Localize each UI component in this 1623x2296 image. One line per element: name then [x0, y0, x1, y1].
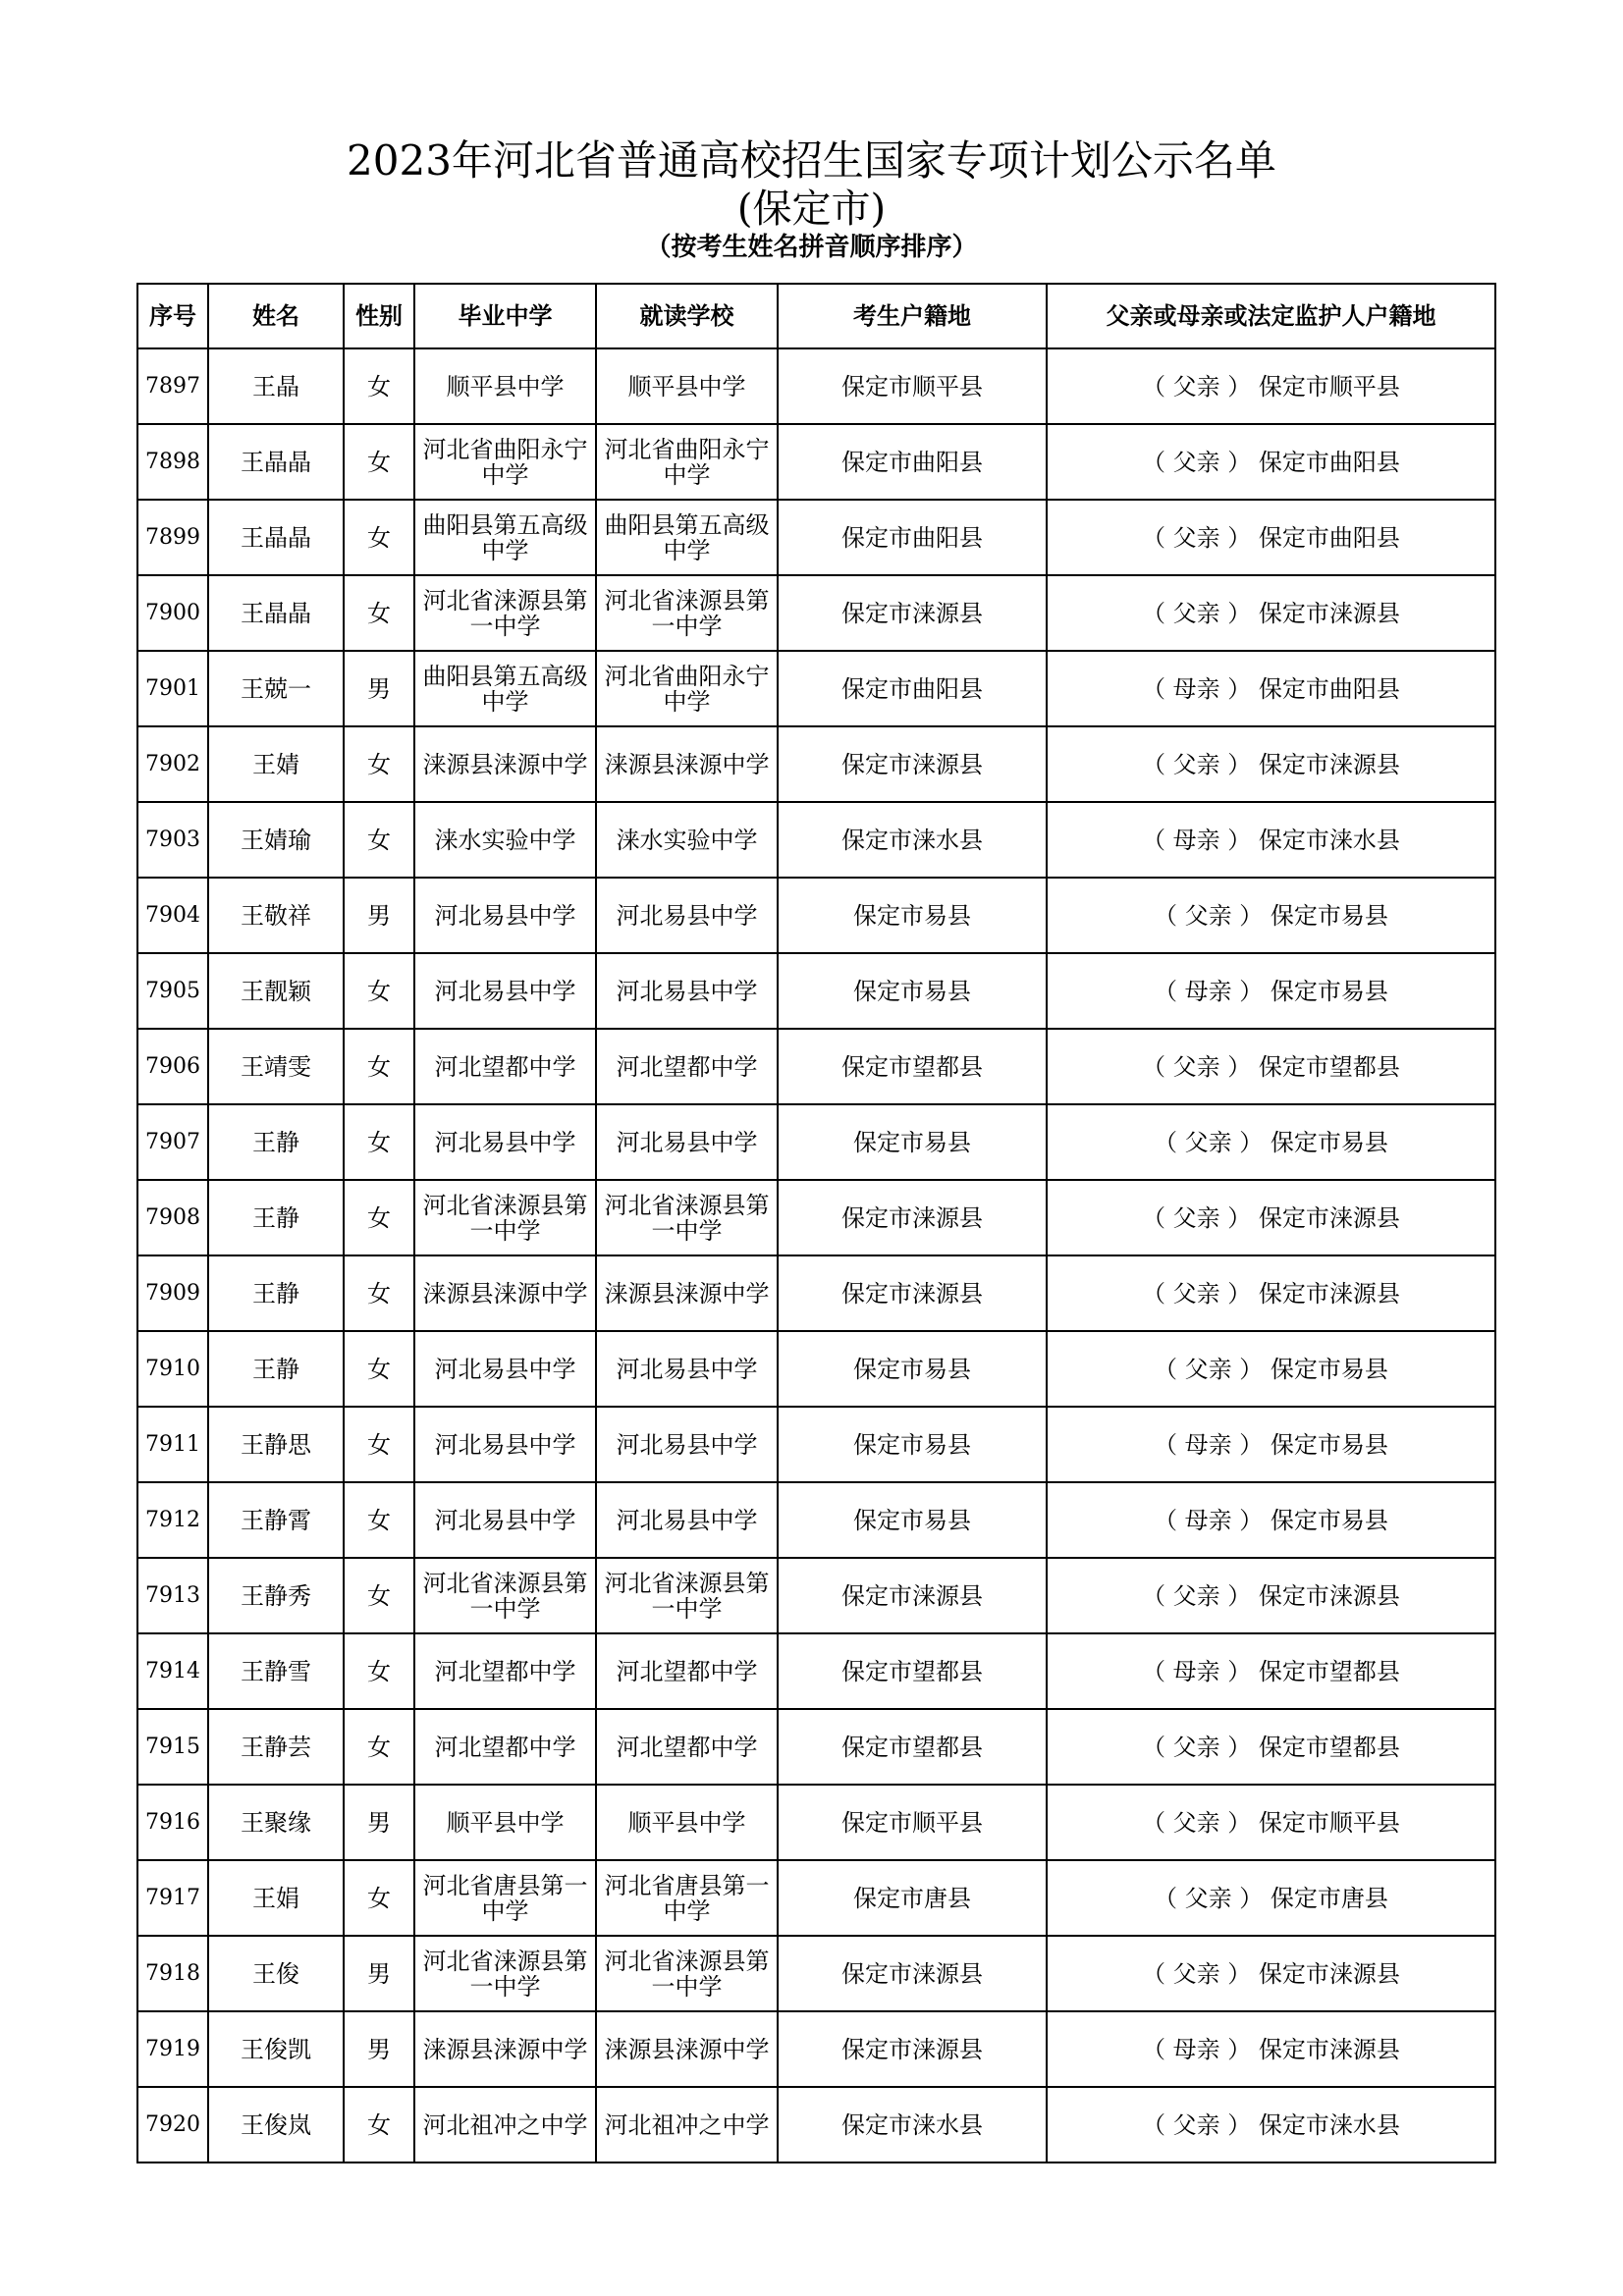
cell-seq: 7906 — [137, 1029, 208, 1104]
cell-home: 保定市易县 — [778, 1104, 1047, 1180]
cell-name: 王晶晶 — [208, 424, 344, 500]
cell-parent-home: （ 父亲 ） 保定市涞源县 — [1047, 1936, 1495, 2011]
cell-parent-home: （ 父亲 ） 保定市涞水县 — [1047, 2087, 1495, 2163]
cell-parent-home: （ 父亲 ） 保定市曲阳县 — [1047, 424, 1495, 500]
cell-seq: 7912 — [137, 1482, 208, 1558]
cell-gender: 女 — [344, 953, 414, 1029]
cell-name: 王兢一 — [208, 651, 344, 726]
cell-home: 保定市易县 — [778, 1331, 1047, 1407]
cell-name: 王敬祥 — [208, 878, 344, 953]
header-gender: 性别 — [344, 284, 414, 348]
cell-gender: 女 — [344, 1029, 414, 1104]
cell-seq: 7919 — [137, 2011, 208, 2087]
cell-name: 王静秀 — [208, 1558, 344, 1633]
cell-name: 王俊 — [208, 1936, 344, 2011]
cell-grad-school: 河北省涞源县第一中学 — [414, 575, 596, 651]
cell-study-school: 涞源县涞源中学 — [596, 2011, 778, 2087]
cell-seq: 7908 — [137, 1180, 208, 1255]
roster-table — [136, 283, 1496, 2163]
cell-parent-home: （ 母亲 ） 保定市易县 — [1047, 1482, 1495, 1558]
cell-parent-home: （ 父亲 ） 保定市涞源县 — [1047, 1180, 1495, 1255]
cell-grad-school: 河北易县中学 — [414, 953, 596, 1029]
cell-gender: 女 — [344, 1180, 414, 1255]
cell-name: 王俊岚 — [208, 2087, 344, 2163]
cell-name: 王娟 — [208, 1860, 344, 1936]
cell-home: 保定市涞源县 — [778, 2011, 1047, 2087]
table-row — [137, 1180, 1495, 1255]
cell-home: 保定市易县 — [778, 1482, 1047, 1558]
cell-seq: 7916 — [137, 1785, 208, 1860]
cell-gender: 女 — [344, 348, 414, 424]
cell-seq: 7917 — [137, 1860, 208, 1936]
cell-parent-home: （ 父亲 ） 保定市易县 — [1047, 1104, 1495, 1180]
table-row — [137, 1255, 1495, 1331]
cell-study-school: 河北易县中学 — [596, 1482, 778, 1558]
cell-seq: 7905 — [137, 953, 208, 1029]
cell-name: 王静思 — [208, 1407, 344, 1482]
cell-grad-school: 河北易县中学 — [414, 1407, 596, 1482]
header-study-school: 就读学校 — [596, 284, 778, 348]
cell-grad-school: 河北易县中学 — [414, 1331, 596, 1407]
cell-name: 王聚缘 — [208, 1785, 344, 1860]
header-parent-home: 父亲或母亲或法定监护人户籍地 — [1047, 284, 1495, 348]
cell-parent-home: （ 父亲 ） 保定市顺平县 — [1047, 348, 1495, 424]
cell-gender: 男 — [344, 651, 414, 726]
cell-parent-home: （ 母亲 ） 保定市涞源县 — [1047, 2011, 1495, 2087]
cell-study-school: 河北望都中学 — [596, 1709, 778, 1785]
cell-name: 王婧瑜 — [208, 802, 344, 878]
cell-seq: 7898 — [137, 424, 208, 500]
table-row — [137, 1709, 1495, 1785]
cell-gender: 女 — [344, 1709, 414, 1785]
cell-grad-school: 曲阳县第五高级中学 — [414, 651, 596, 726]
cell-gender: 女 — [344, 1331, 414, 1407]
cell-study-school: 河北省涞源县第一中学 — [596, 1936, 778, 2011]
cell-study-school: 涞源县涞源中学 — [596, 726, 778, 802]
cell-home: 保定市涞水县 — [778, 802, 1047, 878]
cell-home: 保定市曲阳县 — [778, 651, 1047, 726]
cell-study-school: 河北易县中学 — [596, 1331, 778, 1407]
cell-study-school: 河北省涞源县第一中学 — [596, 1558, 778, 1633]
cell-parent-home: （ 母亲 ） 保定市易县 — [1047, 953, 1495, 1029]
cell-grad-school: 河北省涞源县第一中学 — [414, 1180, 596, 1255]
table-row — [137, 953, 1495, 1029]
cell-study-school: 河北易县中学 — [596, 953, 778, 1029]
cell-gender: 女 — [344, 1482, 414, 1558]
cell-name: 王靖雯 — [208, 1029, 344, 1104]
cell-grad-school: 涞源县涞源中学 — [414, 726, 596, 802]
cell-grad-school: 河北省曲阳永宁中学 — [414, 424, 596, 500]
cell-seq: 7920 — [137, 2087, 208, 2163]
cell-parent-home: （ 母亲 ） 保定市曲阳县 — [1047, 651, 1495, 726]
cell-study-school: 河北易县中学 — [596, 1407, 778, 1482]
cell-home: 保定市涞源县 — [778, 1255, 1047, 1331]
cell-gender: 女 — [344, 1407, 414, 1482]
cell-seq: 7910 — [137, 1331, 208, 1407]
cell-gender: 男 — [344, 1936, 414, 2011]
cell-seq: 7904 — [137, 878, 208, 953]
table-row — [137, 1785, 1495, 1860]
table-row — [137, 575, 1495, 651]
cell-study-school: 河北省曲阳永宁中学 — [596, 651, 778, 726]
cell-name: 王俊凯 — [208, 2011, 344, 2087]
cell-study-school: 河北省涞源县第一中学 — [596, 1180, 778, 1255]
cell-grad-school: 河北省唐县第一中学 — [414, 1860, 596, 1936]
cell-grad-school: 河北望都中学 — [414, 1029, 596, 1104]
cell-parent-home: （ 父亲 ） 保定市涞源县 — [1047, 1255, 1495, 1331]
cell-name: 王静 — [208, 1255, 344, 1331]
cell-grad-school: 顺平县中学 — [414, 348, 596, 424]
cell-name: 王婧 — [208, 726, 344, 802]
cell-parent-home: （ 父亲 ） 保定市唐县 — [1047, 1860, 1495, 1936]
cell-gender: 女 — [344, 1558, 414, 1633]
cell-grad-school: 河北望都中学 — [414, 1633, 596, 1709]
document-title: 2023年河北省普通高校招生国家专项计划公示名单 — [347, 136, 1276, 185]
cell-gender: 女 — [344, 1633, 414, 1709]
cell-home: 保定市曲阳县 — [778, 424, 1047, 500]
cell-seq: 7902 — [137, 726, 208, 802]
cell-gender: 女 — [344, 500, 414, 575]
cell-gender: 男 — [344, 2011, 414, 2087]
cell-seq: 7897 — [137, 348, 208, 424]
cell-home: 保定市望都县 — [778, 1709, 1047, 1785]
table-row — [137, 2087, 1495, 2163]
document-subtitle: (保定市) — [736, 187, 887, 232]
header-home: 考生户籍地 — [778, 284, 1047, 348]
cell-seq: 7907 — [137, 1104, 208, 1180]
cell-seq: 7901 — [137, 651, 208, 726]
sort-note: （按考生姓名拼音顺序排序） — [645, 233, 978, 262]
cell-seq: 7914 — [137, 1633, 208, 1709]
cell-grad-school: 河北省涞源县第一中学 — [414, 1936, 596, 2011]
cell-study-school: 河北易县中学 — [596, 1104, 778, 1180]
table-row — [137, 2011, 1495, 2087]
cell-grad-school: 顺平县中学 — [414, 1785, 596, 1860]
table-row — [137, 1860, 1495, 1936]
cell-grad-school: 河北易县中学 — [414, 1482, 596, 1558]
table-row — [137, 1482, 1495, 1558]
cell-home: 保定市涞源县 — [778, 726, 1047, 802]
cell-study-school: 河北省涞源县第一中学 — [596, 575, 778, 651]
cell-study-school: 顺平县中学 — [596, 348, 778, 424]
cell-seq: 7918 — [137, 1936, 208, 2011]
cell-grad-school: 河北易县中学 — [414, 878, 596, 953]
cell-home: 保定市顺平县 — [778, 348, 1047, 424]
header-grad-school: 毕业中学 — [414, 284, 596, 348]
cell-study-school: 河北省曲阳永宁中学 — [596, 424, 778, 500]
cell-home: 保定市唐县 — [778, 1860, 1047, 1936]
cell-grad-school: 涞源县涞源中学 — [414, 1255, 596, 1331]
cell-home: 保定市涞源县 — [778, 1936, 1047, 2011]
cell-grad-school: 曲阳县第五高级中学 — [414, 500, 596, 575]
cell-gender: 女 — [344, 424, 414, 500]
cell-parent-home: （ 父亲 ） 保定市涞源县 — [1047, 1558, 1495, 1633]
cell-grad-school: 河北祖冲之中学 — [414, 2087, 596, 2163]
cell-parent-home: （ 父亲 ） 保定市涞源县 — [1047, 726, 1495, 802]
table-row — [137, 651, 1495, 726]
cell-study-school: 河北望都中学 — [596, 1633, 778, 1709]
cell-gender: 女 — [344, 575, 414, 651]
table-row — [137, 1936, 1495, 2011]
table-row — [137, 500, 1495, 575]
cell-name: 王静 — [208, 1104, 344, 1180]
table-row — [137, 1029, 1495, 1104]
table-row — [137, 424, 1495, 500]
cell-grad-school: 河北省涞源县第一中学 — [414, 1558, 596, 1633]
cell-gender: 女 — [344, 802, 414, 878]
cell-seq: 7915 — [137, 1709, 208, 1785]
cell-parent-home: （ 父亲 ） 保定市易县 — [1047, 878, 1495, 953]
cell-name: 王晶晶 — [208, 500, 344, 575]
cell-study-school: 涞源县涞源中学 — [596, 1255, 778, 1331]
cell-study-school: 河北祖冲之中学 — [596, 2087, 778, 2163]
cell-name: 王靓颖 — [208, 953, 344, 1029]
cell-study-school: 顺平县中学 — [596, 1785, 778, 1860]
cell-home: 保定市易县 — [778, 878, 1047, 953]
cell-study-school: 河北易县中学 — [596, 878, 778, 953]
cell-seq: 7909 — [137, 1255, 208, 1331]
table-row — [137, 802, 1495, 878]
cell-home: 保定市涞源县 — [778, 1180, 1047, 1255]
cell-home: 保定市涞源县 — [778, 1558, 1047, 1633]
cell-study-school: 河北省唐县第一中学 — [596, 1860, 778, 1936]
cell-home: 保定市望都县 — [778, 1633, 1047, 1709]
cell-parent-home: （ 父亲 ） 保定市曲阳县 — [1047, 500, 1495, 575]
table-header-row — [137, 284, 1495, 348]
cell-gender: 男 — [344, 878, 414, 953]
cell-home: 保定市顺平县 — [778, 1785, 1047, 1860]
cell-name: 王静 — [208, 1180, 344, 1255]
cell-seq: 7913 — [137, 1558, 208, 1633]
cell-home: 保定市望都县 — [778, 1029, 1047, 1104]
cell-gender: 女 — [344, 1104, 414, 1180]
cell-parent-home: （ 父亲 ） 保定市易县 — [1047, 1331, 1495, 1407]
cell-gender: 男 — [344, 1785, 414, 1860]
cell-home: 保定市涞水县 — [778, 2087, 1047, 2163]
table-row — [137, 878, 1495, 953]
cell-parent-home: （ 母亲 ） 保定市易县 — [1047, 1407, 1495, 1482]
cell-parent-home: （ 母亲 ） 保定市涞水县 — [1047, 802, 1495, 878]
cell-gender: 女 — [344, 726, 414, 802]
table-row — [137, 1407, 1495, 1482]
cell-study-school: 涞水实验中学 — [596, 802, 778, 878]
cell-parent-home: （ 父亲 ） 保定市涞源县 — [1047, 575, 1495, 651]
table-row — [137, 348, 1495, 424]
cell-parent-home: （ 父亲 ） 保定市望都县 — [1047, 1029, 1495, 1104]
cell-grad-school: 河北望都中学 — [414, 1709, 596, 1785]
cell-home: 保定市曲阳县 — [778, 500, 1047, 575]
cell-study-school: 河北望都中学 — [596, 1029, 778, 1104]
cell-grad-school: 涞源县涞源中学 — [414, 2011, 596, 2087]
cell-seq: 7903 — [137, 802, 208, 878]
cell-name: 王静 — [208, 1331, 344, 1407]
table-row — [137, 1558, 1495, 1633]
cell-name: 王晶晶 — [208, 575, 344, 651]
header-name: 姓名 — [208, 284, 344, 348]
cell-home: 保定市易县 — [778, 953, 1047, 1029]
table-row — [137, 726, 1495, 802]
cell-grad-school: 河北易县中学 — [414, 1104, 596, 1180]
cell-name: 王晶 — [208, 348, 344, 424]
cell-parent-home: （ 父亲 ） 保定市望都县 — [1047, 1709, 1495, 1785]
cell-study-school: 曲阳县第五高级中学 — [596, 500, 778, 575]
cell-parent-home: （ 父亲 ） 保定市顺平县 — [1047, 1785, 1495, 1860]
cell-grad-school: 涞水实验中学 — [414, 802, 596, 878]
cell-seq: 7899 — [137, 500, 208, 575]
cell-name: 王静雪 — [208, 1633, 344, 1709]
table-row — [137, 1331, 1495, 1407]
cell-gender: 女 — [344, 1255, 414, 1331]
table-row — [137, 1633, 1495, 1709]
table-row — [137, 1104, 1495, 1180]
cell-parent-home: （ 母亲 ） 保定市望都县 — [1047, 1633, 1495, 1709]
cell-home: 保定市易县 — [778, 1407, 1047, 1482]
cell-seq: 7900 — [137, 575, 208, 651]
header-seq: 序号 — [137, 284, 208, 348]
cell-home: 保定市涞源县 — [778, 575, 1047, 651]
cell-gender: 女 — [344, 2087, 414, 2163]
cell-gender: 女 — [344, 1860, 414, 1936]
cell-name: 王静霄 — [208, 1482, 344, 1558]
cell-seq: 7911 — [137, 1407, 208, 1482]
cell-name: 王静芸 — [208, 1709, 344, 1785]
